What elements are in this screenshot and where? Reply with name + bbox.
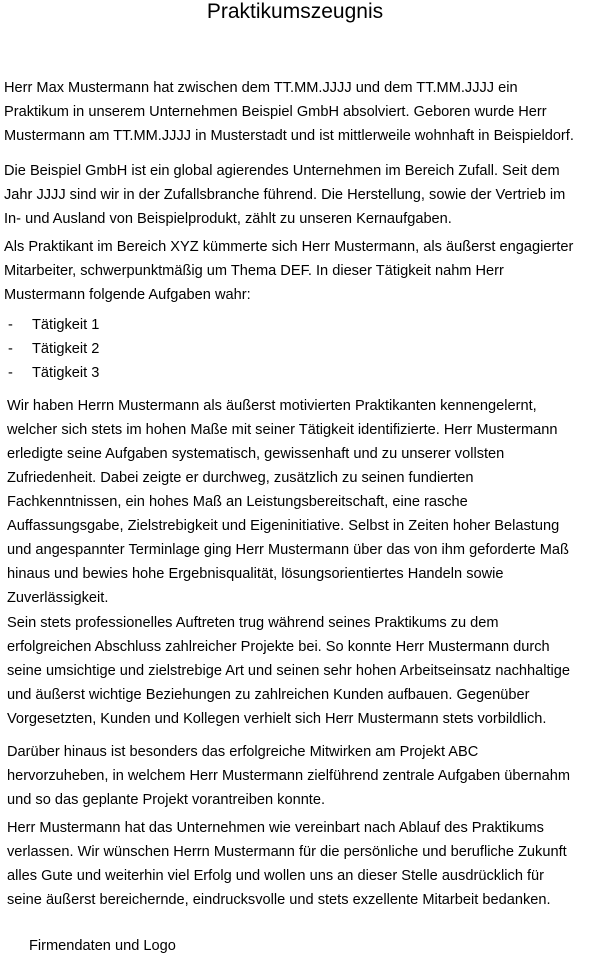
task-label: Tätigkeit 1 [32,317,100,333]
paragraph-role [4,235,573,307]
text-line: Praktikum in unserem Unternehmen Beispiel GmbH absolviert. Geboren wurde Herr [4,104,547,120]
list-item [8,361,99,385]
text-line: Mitarbeiter, schwerpunktmäßig um Thema DEF. In dieser Tätigkeit nahm Herr [4,263,504,279]
paragraph-company [4,159,565,231]
text-line: In- und Ausland von Beispielprodukt, zählt zu unseren Kernaufgaben. [4,211,452,227]
list-item [8,337,99,361]
paragraph-intro [4,76,574,148]
paragraph-conduct [7,611,570,731]
list-item [8,313,99,337]
text-line: hinaus und bewies hohe Ergebnisqualität, lösungsorientiertes Handeln sowie [7,566,504,582]
text-line: Auffassungsgabe, Zielstrebigkeit und Eigeninitiative. Selbst in Zeiten hoher Belastung [7,518,560,534]
document-title: Praktikumszeugnis [206,0,384,23]
text-line: Wir haben Herrn Mustermann als äußerst motivierten Praktikanten kennengelernt, [7,398,537,414]
paragraph-project [7,740,570,812]
text-line: Herr Mustermann hat das Unternehmen wie vereinbart nach Ablauf des Praktikums [7,820,544,836]
text-line: Fachkenntnissen, ein hohes Maß an Leistungsbereitschaft, eine rasche [7,494,468,510]
text-line: Vorgesetzten, Kunden und Kollegen verhielt sich Herr Mustermann stets vorbildlich. [7,711,547,727]
text-line: erledigte seine Aufgaben systematisch, gewissenhaft und zu unserer vollsten [7,446,505,462]
text-line: welcher sich stets im hohen Maße mit seiner Tätigkeit identifizierte. Herr Mustermann [7,422,558,438]
text-line: und äußerst wichtige Beziehungen zu zahlreichen Kunden aufbauen. Gegenüber [7,687,530,703]
text-line: Zufriedenheit. Dabei zeigte er durchweg, zusätzlich zu seinen fundierten [7,470,474,486]
text-line: Die Beispiel GmbH ist ein global agierendes Unternehmen im Bereich Zufall. Seit dem [4,163,560,179]
text-line: Mustermann folgende Aufgaben wahr: [4,287,251,303]
text-line: erfolgreichen Abschluss zahlreicher Projekte bei. So konnte Herr Mustermann durch [7,639,550,655]
text-line: und angespannter Terminlage ging Herr Mustermann über das von ihm geforderte Maß [7,542,569,558]
text-line: Sein stets professionelles Auftreten trug während seines Praktikums zu dem [7,615,499,631]
text-line: Mustermann am TT.MM.JJJJ in Musterstadt und ist mittlerweile wohnhaft in Beispieldorf. [4,128,574,144]
list-dash: - [8,317,13,333]
text-line: seine äußerst bereichernde, eindrucksvolle und stets exzellente Mitarbeit bedanken. [7,892,551,908]
text-line: verlassen. Wir wünschen Herrn Mustermann für die persönliche und berufliche Zukunft [7,844,567,860]
text-line: Als Praktikant im Bereich XYZ kümmerte sich Herr Mustermann, als äußerst engagierter [4,239,574,255]
paragraph-closing [7,816,567,912]
text-line: und so das geplante Projekt vorantreiben konnte. [7,792,326,808]
text-line: seine umsichtige und zielstrebige Art und seinen sehr hohen Arbeitseinsatz nachhaltige [7,663,571,679]
text-line: Jahr JJJJ sind wir in der Zufallsbranche führend. Die Herstellung, sowie der Vertrieb im [4,187,566,203]
text-line: Zuverlässigkeit. [7,590,109,606]
task-list [8,313,99,385]
list-dash: - [8,365,13,381]
text-line: Darüber hinaus ist besonders das erfolgreiche Mitwirken am Projekt ABC [7,744,479,760]
task-label: Tätigkeit 2 [32,341,100,357]
task-label: Tätigkeit 3 [32,365,100,381]
text-line: Herr Max Mustermann hat zwischen dem TT.MM.JJJJ und dem TT.MM.JJJJ ein [4,80,518,96]
paragraph-assessment [7,394,569,610]
list-dash: - [8,341,13,357]
text-line: alles Gute und weiterhin viel Erfolg und wollen uns an dieser Stelle ausdrücklich für [7,868,545,884]
text-line: hervorzuheben, in welchem Herr Mustermann zielführend zentrale Aufgaben übernahm [7,768,570,784]
company-footer: Firmendaten und Logo [29,938,176,954]
